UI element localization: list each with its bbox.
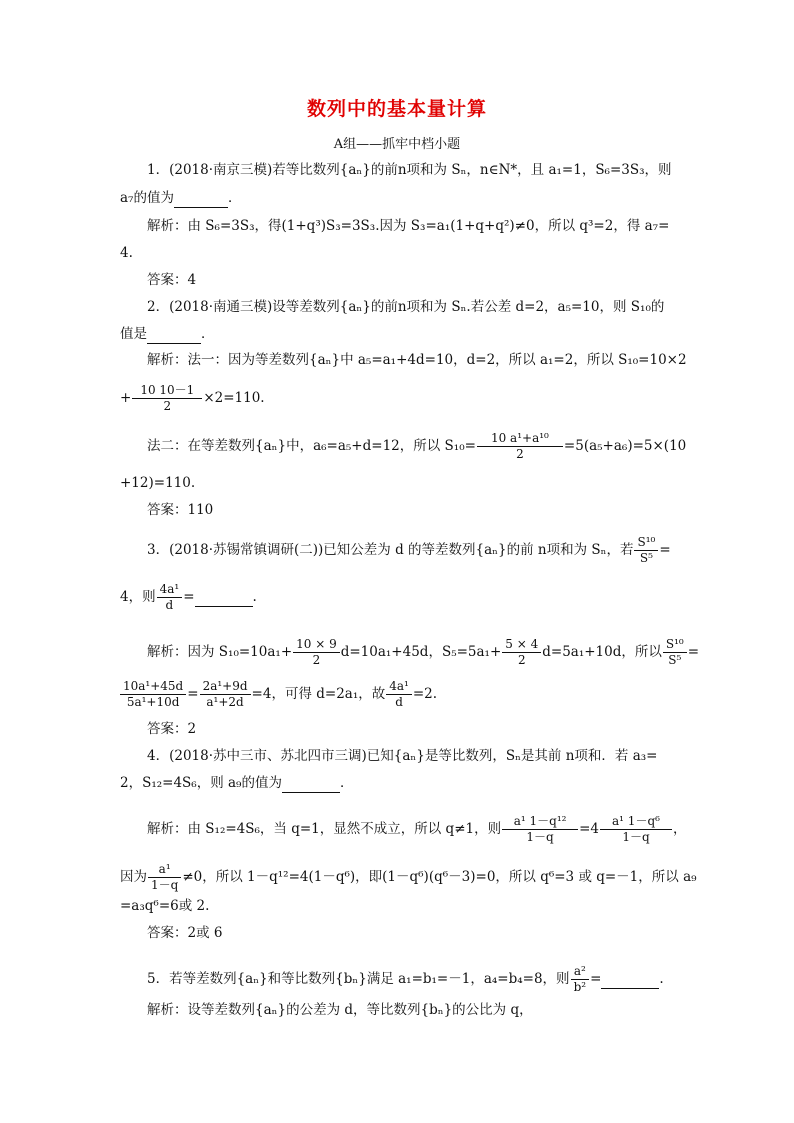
equals-sign: = — [183, 589, 195, 605]
fraction-denominator: a¹+2d — [206, 695, 244, 709]
fraction-denominator: 1－q — [622, 830, 650, 844]
solution-text: =4，可得 d=2a₁，故 — [251, 686, 386, 702]
problem-2-solution-line-1: 解析：法一：因为等差数列{aₙ}中 a₅=a₁+4d=10，d=2，所以 a₁=2，所以 S₁₀=10×2 — [147, 352, 687, 368]
problem-2-solution-end: ×2=110. — [203, 390, 265, 406]
fraction-denominator: d — [165, 598, 174, 612]
problem-4-question-text: 2，S₁₂=4S₆，则 a₉的值为 — [120, 775, 282, 791]
equals-sign: = — [687, 644, 700, 660]
fraction — [634, 535, 658, 566]
fraction-numerator: a¹ 1－q⁶ — [600, 814, 672, 830]
problem-3-question-end: . — [252, 589, 257, 605]
problem-3-question-text: 3．(2018·苏锡常镇调研(二))已知公差为 d 的等差数列{aₙ}的前 n项和为 Sₙ，若 — [147, 542, 634, 558]
method-2-text-end: =5(a₅+a₆)=5×(10 — [563, 438, 687, 454]
fraction-numerator: 4a¹ — [386, 679, 412, 695]
fraction-numerator: 5 × 4 — [502, 637, 541, 653]
fraction — [293, 637, 340, 668]
fraction-denominator: 2 — [312, 653, 321, 667]
problem-3-line-1 — [147, 535, 671, 566]
problem-1-question-text: a₇的值为 — [120, 190, 174, 206]
problem-4-line-1: 4．(2018·苏中三市、苏北四市三调)已知{aₙ}是等比数列，Sₙ是其前 n项和．若 a₃= — [147, 748, 658, 764]
problem-1-answer: 答案：4 — [147, 272, 197, 288]
problem-2-answer: 答案：110 — [147, 502, 214, 518]
fraction-denominator: 2 — [516, 447, 524, 461]
problem-2-method-2-line-1 — [147, 431, 686, 462]
fraction-numerator: 4a¹ — [157, 582, 183, 598]
answer-blank — [282, 774, 340, 793]
equals-sign: = — [659, 542, 671, 558]
equals-sign: = — [590, 971, 602, 987]
fraction-numerator: 2a¹+9d — [200, 679, 251, 695]
problem-5-question-text: 5．若等差数列{aₙ}和等比数列{bₙ}满足 a₁=b₁=－1，a₄=b₄=8，则 — [147, 971, 570, 987]
problem-4-answer: 答案：2或 6 — [147, 925, 223, 941]
problem-4-solution-line-3: =a₃q⁶=6或 2. — [120, 898, 210, 914]
fraction-denominator: d — [395, 695, 403, 709]
problem-5-line-1 — [147, 964, 664, 995]
problem-4-line-2 — [120, 774, 353, 793]
fraction-denominator: 1－q — [526, 830, 554, 844]
solution-text: d=10a₁+45d，S₅=5a₁+ — [340, 644, 502, 660]
fraction-denominator: 2 — [163, 399, 172, 413]
answer-blank — [195, 588, 253, 607]
problem-2-question-text: 值是 — [120, 326, 147, 342]
fraction — [148, 862, 181, 893]
solution-text: 因为 — [120, 869, 147, 885]
equals-sign: = — [187, 686, 199, 702]
fraction — [502, 637, 541, 668]
fraction-denominator: 5a¹+10d — [126, 695, 180, 709]
problem-2-method-2-line-2: +12)=110. — [120, 475, 196, 491]
problem-2-line-1: 2．(2018·南通三模)设等差数列{aₙ}的前n项和为 Sₙ.若公差 d=2，a₅=10，则 S₁₀的 — [147, 299, 665, 315]
answer-blank — [147, 325, 201, 344]
answer-blank — [601, 970, 659, 989]
method-2-text: 法二：在等差数列{aₙ}中，a₆=a₅+d=12，所以 S₁₀= — [147, 438, 476, 454]
solution-text: =4 — [579, 821, 599, 837]
fraction-numerator: S¹⁰ — [663, 637, 687, 653]
solution-text: ， — [673, 821, 687, 837]
problem-1-question-end: ． — [227, 190, 242, 206]
fraction-denominator: 1－q — [151, 878, 179, 892]
fraction — [663, 637, 687, 668]
problem-1-line-1: 1．(2018·南京三模)若等比数列{aₙ}的前n项和为 Sₙ，n∈N*，且 a₁=1，S₆=3S₃，则 — [147, 162, 672, 178]
page-title: 数列中的基本量计算 — [306, 98, 487, 120]
problem-5-question-end: . — [659, 971, 664, 987]
problem-3-question-text-2: 4，则 — [120, 589, 156, 605]
problem-1-solution-line-1: 解析：由 S₆=3S₃，得(1+q³)S₃=3S₃.因为 S₃=a₁(1+q+q²)≠0，所以 q³=2，得 a₇= — [147, 218, 670, 234]
fraction — [477, 431, 563, 462]
problem-4-solution-line-1 — [147, 814, 687, 845]
plus-sign: + — [120, 390, 132, 406]
solution-text: ≠0，所以 1－q¹²=4(1－q⁶)，即(1－q⁶)(q⁶－3)=0，所以 q⁶=3 或 q=－1，所以 a₉ — [182, 869, 697, 885]
problem-3-solution-line-2 — [120, 679, 437, 710]
fraction-denominator: 2 — [517, 653, 526, 667]
fraction-denominator: S⁵ — [639, 551, 653, 565]
problem-3-solution-line-1 — [147, 637, 699, 668]
fraction — [157, 582, 183, 613]
fraction-denominator: S⁵ — [668, 653, 682, 667]
solution-text: 解析：因为 S₁₀=10a₁+ — [147, 644, 293, 660]
problem-3-answer: 答案：2 — [147, 721, 197, 737]
fraction — [571, 964, 590, 995]
solution-text: d=5a₁+10d，所以 — [542, 644, 662, 660]
solution-text: =2. — [412, 686, 438, 702]
problem-2-question-end: ． — [201, 326, 215, 342]
fraction — [600, 814, 672, 845]
problem-1-solution-line-2: 4. — [120, 245, 133, 261]
fraction — [120, 679, 186, 710]
fraction-numerator: 10 a¹+a¹⁰ — [477, 431, 563, 447]
fraction-numerator: S¹⁰ — [634, 535, 658, 551]
problem-3-line-2 — [120, 582, 257, 613]
problem-1-line-2 — [120, 189, 241, 208]
fraction — [132, 383, 202, 414]
problem-4-solution-line-2 — [120, 862, 697, 893]
fraction — [200, 679, 251, 710]
problem-2-line-2 — [120, 325, 215, 344]
fraction-numerator: 10 10－1 — [132, 383, 202, 399]
answer-blank — [174, 189, 228, 208]
fraction-numerator: a¹ 1－q¹² — [502, 814, 578, 830]
fraction-numerator: a¹ — [148, 862, 181, 878]
section-subtitle: A组——抓牢中档小题 — [333, 137, 461, 152]
fraction-numerator: 10a¹+45d — [120, 679, 186, 695]
fraction — [502, 814, 578, 845]
solution-text: 解析：由 S₁₂=4S₆，当 q=1，显然不成立，所以 q≠1，则 — [147, 821, 502, 837]
problem-5-solution-line-1: 解析：设等差数列{aₙ}的公差为 d，等比数列{bₙ}的公比为 q， — [147, 1002, 533, 1018]
problem-2-solution-line-2 — [120, 383, 265, 414]
problem-4-question-end: ． — [339, 775, 354, 791]
fraction-numerator: a² — [571, 964, 590, 980]
fraction-denominator: b² — [573, 980, 587, 994]
fraction-numerator: 10 × 9 — [293, 637, 340, 653]
fraction — [386, 679, 412, 710]
